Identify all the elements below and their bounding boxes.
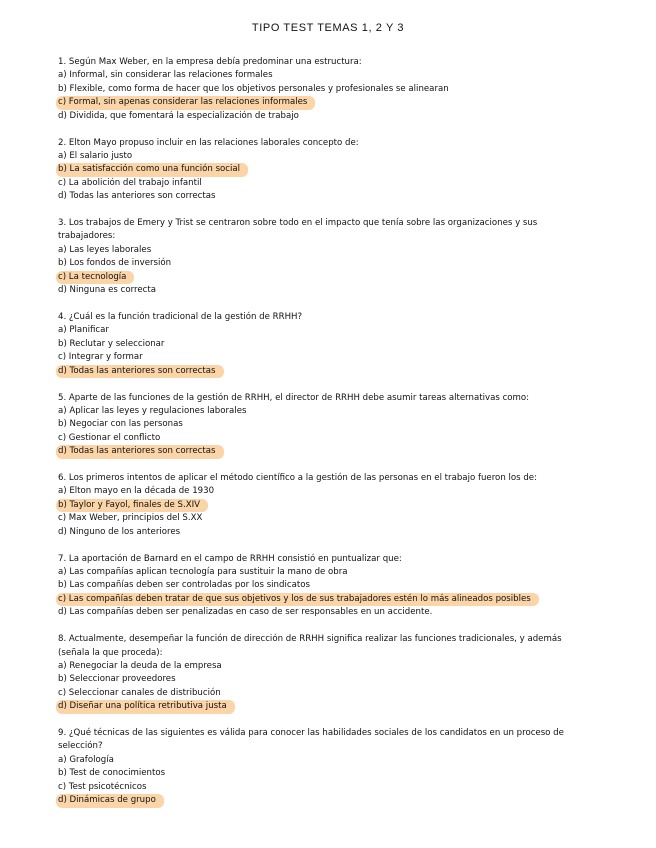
option-a: a) Elton mayo en la década de 1930 (58, 486, 215, 497)
question-7 (58, 553, 578, 620)
option-c: c) Max Weber, principios del S.XX (58, 513, 203, 524)
option-d-highlighted: d) Dinámicas de grupo (58, 794, 578, 807)
option-c: c) Gestionar el conflicto (58, 432, 161, 443)
question-text: 4. ¿Cuál es la función tradicional de la gestión de RRHH? (58, 312, 303, 322)
option-b-highlighted: b) La satisfacción como una función social (58, 163, 578, 176)
option-c-highlighted: c) Formal, sin apenas considerar las relaciones informales (58, 96, 578, 109)
option-c-highlighted: c) La tecnología (58, 271, 578, 284)
option-a: a) Las leyes laborales (58, 244, 152, 255)
question-text: 5. Aparte de las funciones de la gestión de RRHH, el director de RRHH debe asumir tareas alternativas como: (58, 392, 530, 403)
option-b-highlighted: b) Taylor y Fayol, finales de S.XIV (58, 499, 578, 512)
option-a: a) Grafología (58, 754, 114, 765)
option-d: d) Ninguno de los anteriores (58, 526, 181, 537)
option-b: b) Las compañías deben ser controladas por los sindicatos (58, 580, 310, 591)
option-a: a) El salario justo (58, 150, 133, 161)
question-3 (58, 217, 578, 297)
option-c: c) La abolición del trabajo infantil (58, 177, 202, 188)
option-d: d) Dividida, que fomentará la especialización de trabajo (58, 110, 299, 121)
page-title: TIPO TEST TEMAS 1, 2 Y 3 (251, 22, 405, 34)
option-d: d) Todas las anteriores son correctas (58, 191, 216, 202)
option-c: c) Test psicotécnicos (58, 781, 147, 792)
question-text: 1. Según Max Weber, en la empresa debía predominar una estructura: (58, 57, 362, 67)
option-a: a) Aplicar las leyes y regulaciones laborales (58, 405, 247, 416)
option-d: d) Ninguna es correcta (58, 285, 157, 296)
option-b: b) Test de conocimientos (58, 768, 166, 779)
option-c: c) Seleccionar canales de distribución (58, 687, 221, 698)
question-8 (58, 633, 578, 713)
option-a: a) Planificar (58, 325, 109, 336)
question-text: 6. Los primeros intentos de aplicar el método científico a la gestión de las personas en el trabajo fueron los de: (58, 473, 537, 484)
option-c-highlighted: c) Las compañías deben tratar de que sus objetivos y los de sus trabajadores estén lo más alineados posibles (58, 593, 578, 606)
question-1 (58, 56, 578, 123)
question-text: 7. La aportación de Barnard en el campo de RRHH consistió en puntualizar que: (58, 553, 402, 564)
question-5 (58, 392, 578, 459)
question-text: 2. Elton Mayo propuso incluir en las relaciones laborales concepto de: (58, 137, 359, 148)
question-list (58, 56, 578, 821)
option-b: b) Seleccionar proveedores (58, 674, 176, 685)
option-a: a) Renegociar la deuda de la empresa (58, 660, 222, 671)
question-6 (58, 472, 578, 539)
question-text: 8. Actualmente, desempeñar la función de dirección de RRHH significa realizar las funciones tradicionales, y además (señala la que proceda): (58, 634, 562, 658)
option-d-highlighted: d) Todas las anteriores son correctas (58, 365, 578, 378)
option-b: b) Los fondos de inversión (58, 258, 172, 269)
option-c: c) Integrar y formar (58, 352, 143, 363)
question-text: 9. ¿Qué técnicas de las siguientes es válida para conocer las habilidades sociales de los candidatos en un proceso de selección? (58, 728, 564, 752)
option-a: a) Informal, sin considerar las relaciones formales (58, 70, 273, 81)
option-d-highlighted: d) Todas las anteriores son correctas (58, 445, 578, 458)
question-4 (58, 311, 578, 378)
question-text: 3. Los trabajos de Emery y Trist se centraron sobre todo en el impacto que tenía sobre las organizaciones y sus trabajadores: (58, 218, 538, 242)
option-b: b) Reclutar y seleccionar (58, 338, 165, 349)
option-a: a) Las compañías aplican tecnología para sustituir la mano de obra (58, 567, 348, 577)
option-d-highlighted: d) Diseñar una política retributiva justa (58, 700, 578, 713)
option-b: b) Negociar con las personas (58, 419, 183, 430)
question-2 (58, 137, 578, 204)
option-d: d) Las compañías deben ser penalizadas en caso de ser responsables en un accidente. (58, 607, 433, 618)
question-9 (58, 727, 578, 807)
option-b: b) Flexible, como forma de hacer que los objetivos personales y profesionales se alinearan (58, 83, 449, 94)
